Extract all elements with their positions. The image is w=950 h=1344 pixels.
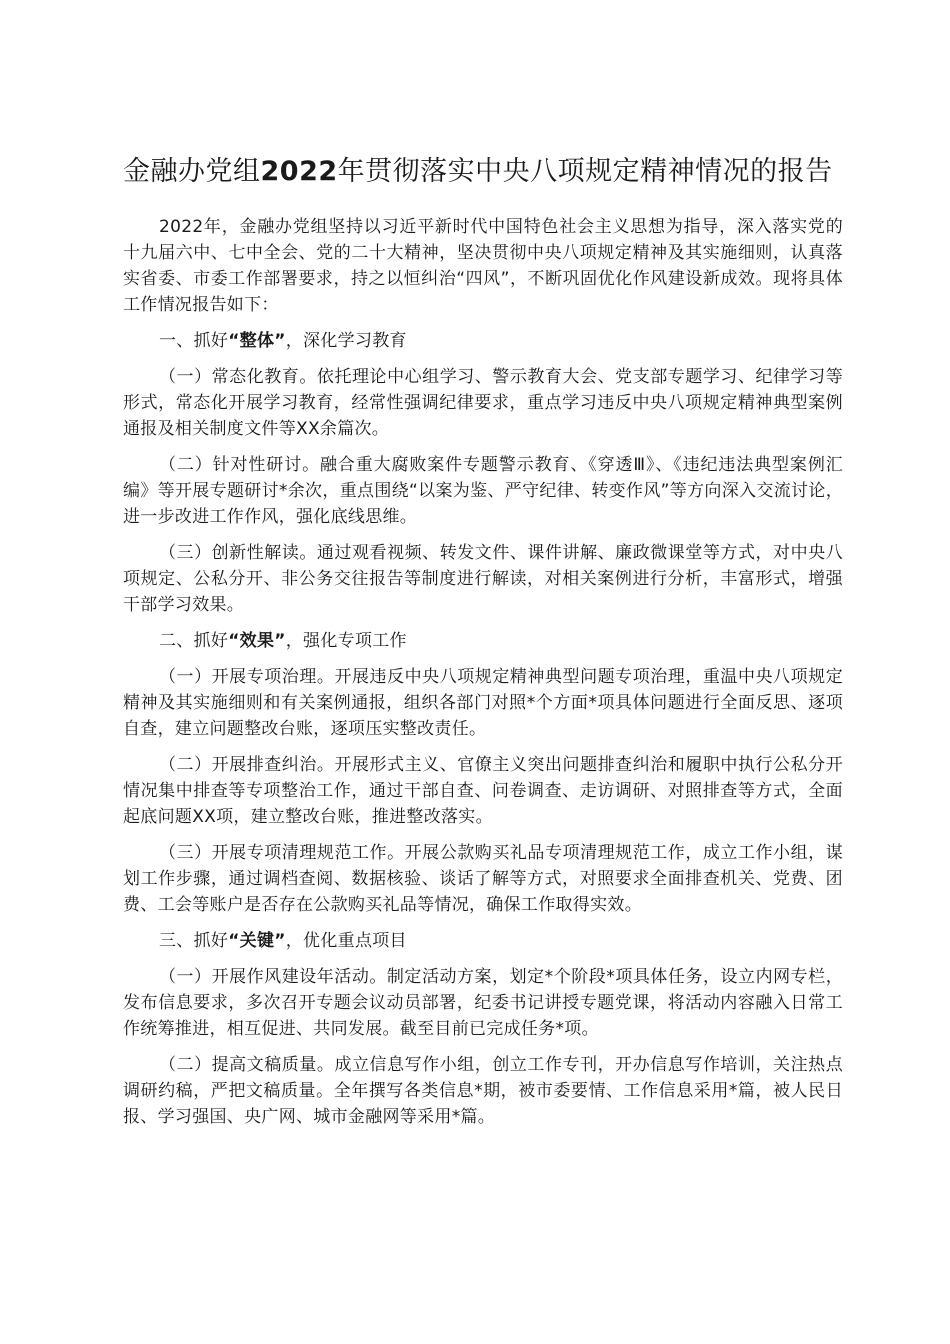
paragraph: （二）开展排查纠治。开展形式主义、官僚主义突出问题排查纠治和履职中执行公私分开情况集中排查等专项整治工作，通过干部自查、问卷调查、走访调研、对照排查等方式，全面起底问题XX项，建立整改台账，推进整改落实。 bbox=[123, 755, 843, 827]
paragraph: （一）常态化教育。依托理论中心组学习、警示教育大会、党支部专题学习、纪律学习等形式，常态化开展学习教育，经常性强调纪律要求，重点学习违反中央八项规定精神典型案例通报及相关制度文件等XX余篇次。 bbox=[123, 367, 843, 439]
paragraph: （一）开展专项治理。开展违反中央八项规定精神典型问题专项治理，重温中央八项规定精神及其实施细则和有关案例通报，组织各部门对照*个方面*项具体问题进行全面反思、逐项自查，建立问题整改台账，逐项压实整改责任。 bbox=[123, 667, 843, 739]
paragraph: （三）开展专项清理规范工作。开展公款购买礼品专项清理规范工作，成立工作小组，谋划工作步骤，通过调档查阅、数据核验、谈话了解等方式，对照要求全面排查机关、党费、团费、工会等账户是否存在公款购买礼品等情况，确保工作取得实效。 bbox=[123, 843, 843, 915]
title-part1: 金融办党组 bbox=[123, 156, 261, 187]
paragraph: （二）针对性研讨。融合重大腐败案件专题警示教育、《穿透Ⅲ》、《违纪违法典型案例汇编》等开展专题研讨*余次，重点围绕“以案为鉴、严守纪律、转变作风”等方向深入交流讨论，进一步改进工作作风，强化底线思维。 bbox=[123, 455, 843, 527]
title-year: 2022 bbox=[260, 156, 338, 187]
document-page bbox=[123, 148, 843, 1140]
document-title bbox=[123, 148, 843, 196]
section-heading-2: 二、抓好“效果”，强化专项工作 bbox=[159, 631, 407, 651]
paragraph: （三）创新性解读。通过观看视频、转发文件、课件讲解、廉政微课堂等方式，对中央八项规定、公私分开、非公务交往报告等制度进行解读，对相关案例进行分析，丰富形式，增强干部学习效果。 bbox=[123, 543, 843, 615]
section-heading-3: 三、抓好“关键”，优化重点项目 bbox=[159, 931, 407, 951]
section-heading-1: 一、抓好“整体”，深化学习教育 bbox=[159, 331, 407, 351]
paragraph: （二）提高文稿质量。成立信息写作小组，创立工作专刊，开办信息写作培训，关注热点调研约稿，严把文稿质量。全年撰写各类信息*期，被市委要情、工作信息采用*篇，被人民日报、学习强国、央广网、城市金融网等采用*篇。 bbox=[123, 1055, 843, 1127]
title-part2: 年贯彻落实中央八项规定精神情况的报告 bbox=[337, 156, 833, 187]
intro-paragraph: 2022年，金融办党组坚持以习近平新时代中国特色社会主义思想为指导，深入落实党的十九届六中、七中全会、党的二十大精神，坚决贯彻中央八项规定精神及其实施细则，认真落实省委、市委工作部署要求，持之以恒纠治“四风”，不断巩固优化作风建设新成效。现将具体工作情况报告如下： bbox=[123, 217, 843, 315]
paragraph: （一）开展作风建设年活动。制定活动方案，划定*个阶段*项具体任务，设立内网专栏，发布信息要求，多次召开专题会议动员部署，纪委书记讲授专题党课，将活动内容融入日常工作统筹推进，相互促进、共同发展。截至目前已完成任务*项。 bbox=[123, 967, 843, 1039]
